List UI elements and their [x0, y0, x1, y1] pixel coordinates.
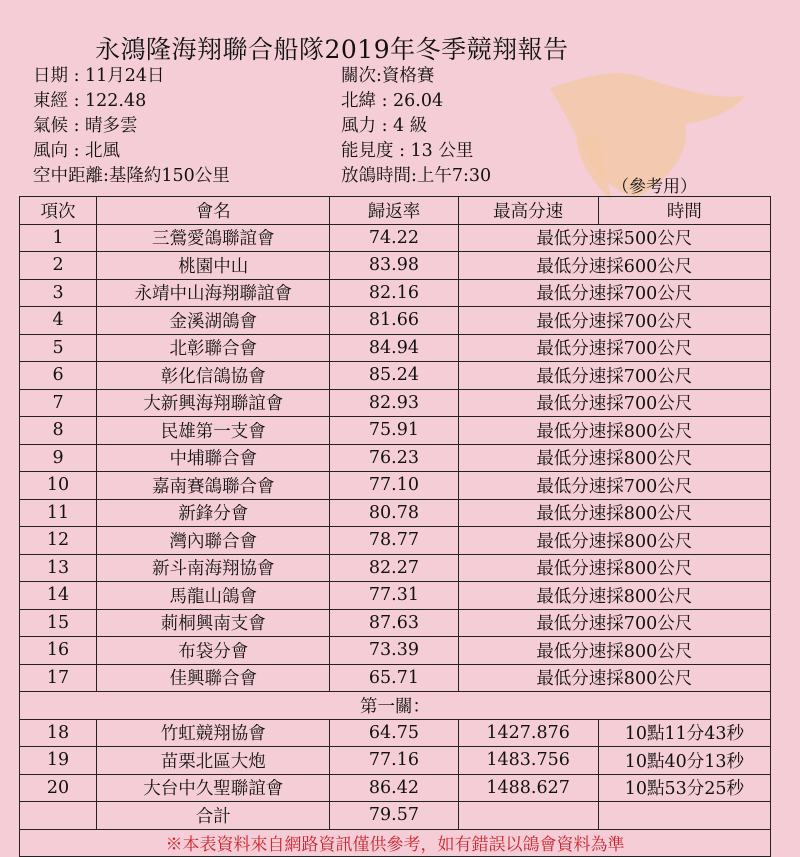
row-min-speed-note: 最低分速採800公尺	[458, 664, 770, 692]
row-no: 15	[20, 609, 97, 637]
row-time: 10點40分13秒	[598, 747, 770, 775]
table-row	[20, 334, 771, 362]
row-min-speed-note: 最低分速採500公尺	[458, 224, 770, 252]
table-row	[20, 472, 771, 500]
row-club: 三鶯愛鴿聯誼會	[97, 224, 330, 252]
row-min-speed-note: 最低分速採700公尺	[458, 279, 770, 307]
row-club: 大台中久聖聯誼會	[97, 774, 330, 802]
row-return-rate: 83.98	[330, 252, 458, 280]
total-label: 合計	[97, 802, 330, 830]
row-min-speed-note: 最低分速採600公尺	[458, 252, 770, 280]
row-no: 9	[20, 444, 97, 472]
disclaimer-row	[20, 829, 771, 857]
row-min-speed-note: 最低分速採700公尺	[458, 609, 770, 637]
info-right	[341, 64, 491, 189]
row-no: 3	[20, 279, 97, 307]
row-min-speed-note: 最低分速採700公尺	[458, 334, 770, 362]
row-club: 中埔聯合會	[97, 444, 330, 472]
total-speed-empty	[458, 802, 598, 830]
row-club: 嘉南賽鴿聯合會	[97, 472, 330, 500]
table-row	[20, 499, 771, 527]
table-row	[20, 224, 771, 252]
total-empty-cell	[20, 802, 97, 830]
row-min-speed-note: 最低分速採700公尺	[458, 307, 770, 335]
row-no: 8	[20, 417, 97, 445]
section-row	[20, 692, 771, 720]
row-club: 灣內聯合會	[97, 527, 330, 555]
reference-note: （參考用）	[612, 177, 697, 197]
stage-info: 關次:資格賽	[341, 66, 435, 86]
table-row	[20, 389, 771, 417]
row-no: 19	[20, 747, 97, 775]
row-return-rate: 77.31	[330, 582, 458, 610]
row-return-rate: 81.66	[330, 307, 458, 335]
table-row	[20, 774, 771, 802]
row-club: 大新興海翔聯誼會	[97, 389, 330, 417]
table-row	[20, 252, 771, 280]
row-no: 4	[20, 307, 97, 335]
latitude-info: 北緯 : 26.04	[341, 91, 444, 111]
row-club: 永靖中山海翔聯誼會	[97, 279, 330, 307]
row-return-rate: 74.22	[330, 224, 458, 252]
row-no: 17	[20, 664, 97, 692]
club-rows	[20, 224, 771, 692]
table-row	[20, 307, 771, 335]
row-club: 金溪湖鴿會	[97, 307, 330, 335]
row-return-rate: 86.42	[330, 774, 458, 802]
table-row	[20, 609, 771, 637]
table-row	[20, 637, 771, 665]
report-title: 永鴻隆海翔聯合船隊2019年冬季競翔報告	[95, 35, 569, 64]
row-no: 18	[20, 719, 97, 747]
info-left	[33, 64, 230, 189]
row-club: 莿桐興南支會	[97, 609, 330, 637]
header-top-speed: 最高分速	[458, 197, 598, 225]
header-no: 項次	[20, 197, 97, 225]
row-return-rate: 75.91	[330, 417, 458, 445]
row-return-rate: 82.27	[330, 554, 458, 582]
totals-section	[20, 802, 771, 857]
row-return-rate: 76.23	[330, 444, 458, 472]
row-min-speed-note: 最低分速採800公尺	[458, 582, 770, 610]
row-club: 北彰聯合會	[97, 334, 330, 362]
row-min-speed-note: 最低分速採800公尺	[458, 444, 770, 472]
results-table	[19, 196, 771, 857]
row-min-speed-note: 最低分速採800公尺	[458, 499, 770, 527]
wind-force-info: 風力 : 4 級	[341, 116, 428, 136]
table-row	[20, 417, 771, 445]
row-no: 13	[20, 554, 97, 582]
row-time: 10點11分43秒	[598, 719, 770, 747]
table-row	[20, 747, 771, 775]
row-club: 民雄第一支會	[97, 417, 330, 445]
row-top-speed: 1483.756	[458, 747, 598, 775]
wind-direction-info: 風向 : 北風	[33, 141, 121, 161]
total-rate: 79.57	[330, 802, 458, 830]
row-club: 彰化信鴿協會	[97, 362, 330, 390]
release-time-info: 放鴿時間:上午7:30	[341, 166, 492, 186]
row-return-rate: 65.71	[330, 664, 458, 692]
total-row	[20, 802, 771, 830]
table-row	[20, 719, 771, 747]
table-row	[20, 664, 771, 692]
weather-info: 氣候 : 晴多雲	[33, 116, 138, 136]
row-club: 馬龍山鴿會	[97, 582, 330, 610]
row-return-rate: 78.77	[330, 527, 458, 555]
row-club: 桃園中山	[97, 252, 330, 280]
row-no: 12	[20, 527, 97, 555]
row-return-rate: 80.78	[330, 499, 458, 527]
row-min-speed-note: 最低分速採800公尺	[458, 554, 770, 582]
table-row	[20, 362, 771, 390]
row-top-speed: 1488.627	[458, 774, 598, 802]
row-no: 11	[20, 499, 97, 527]
row-no: 20	[20, 774, 97, 802]
row-min-speed-note: 最低分速採700公尺	[458, 472, 770, 500]
row-club: 竹虹競翔協會	[97, 719, 330, 747]
header-club: 會名	[97, 197, 330, 225]
row-return-rate: 85.24	[330, 362, 458, 390]
row-no: 16	[20, 637, 97, 665]
row-return-rate: 73.39	[330, 637, 458, 665]
longitude-info: 東經 : 122.48	[33, 91, 147, 111]
row-no: 6	[20, 362, 97, 390]
header-time: 時間	[598, 197, 770, 225]
distance-info: 空中距離:基隆約150公里	[33, 166, 230, 186]
row-club: 新鋒分會	[97, 499, 330, 527]
row-min-speed-note: 最低分速採800公尺	[458, 637, 770, 665]
row-min-speed-note: 最低分速採700公尺	[458, 362, 770, 390]
visibility-info: 能見度 : 13 公里	[341, 141, 474, 161]
table-row	[20, 554, 771, 582]
row-no: 1	[20, 224, 97, 252]
row-min-speed-note: 最低分速採800公尺	[458, 417, 770, 445]
row-return-rate: 77.16	[330, 747, 458, 775]
table-row	[20, 279, 771, 307]
row-no: 14	[20, 582, 97, 610]
row-min-speed-note: 最低分速採700公尺	[458, 389, 770, 417]
row-no: 7	[20, 389, 97, 417]
row-return-rate: 84.94	[330, 334, 458, 362]
row-club: 布袋分會	[97, 637, 330, 665]
total-time-empty	[598, 802, 770, 830]
row-return-rate: 77.10	[330, 472, 458, 500]
row-return-rate: 87.63	[330, 609, 458, 637]
table-row	[20, 582, 771, 610]
row-return-rate: 64.75	[330, 719, 458, 747]
table-row	[20, 527, 771, 555]
row-min-speed-note: 最低分速採800公尺	[458, 527, 770, 555]
winners-section	[20, 692, 771, 720]
date-info: 日期 : 11月24日	[33, 66, 165, 86]
row-no: 10	[20, 472, 97, 500]
header-return-rate: 歸返率	[330, 197, 458, 225]
table-header-row	[20, 197, 771, 225]
row-return-rate: 82.93	[330, 389, 458, 417]
row-club: 苗栗北區大炮	[97, 747, 330, 775]
table-row	[20, 444, 771, 472]
disclaimer-text: ※本表資料來自網路資訊僅供參考，如有錯誤以鴿會資料為準	[20, 829, 771, 857]
row-time: 10點53分25秒	[598, 774, 770, 802]
row-club: 新斗南海翔協會	[97, 554, 330, 582]
row-return-rate: 82.16	[330, 279, 458, 307]
row-no: 2	[20, 252, 97, 280]
winner-rows	[20, 719, 771, 802]
row-club: 佳興聯合會	[97, 664, 330, 692]
row-top-speed: 1427.876	[458, 719, 598, 747]
section-label: 第一關：	[20, 692, 771, 720]
row-no: 5	[20, 334, 97, 362]
